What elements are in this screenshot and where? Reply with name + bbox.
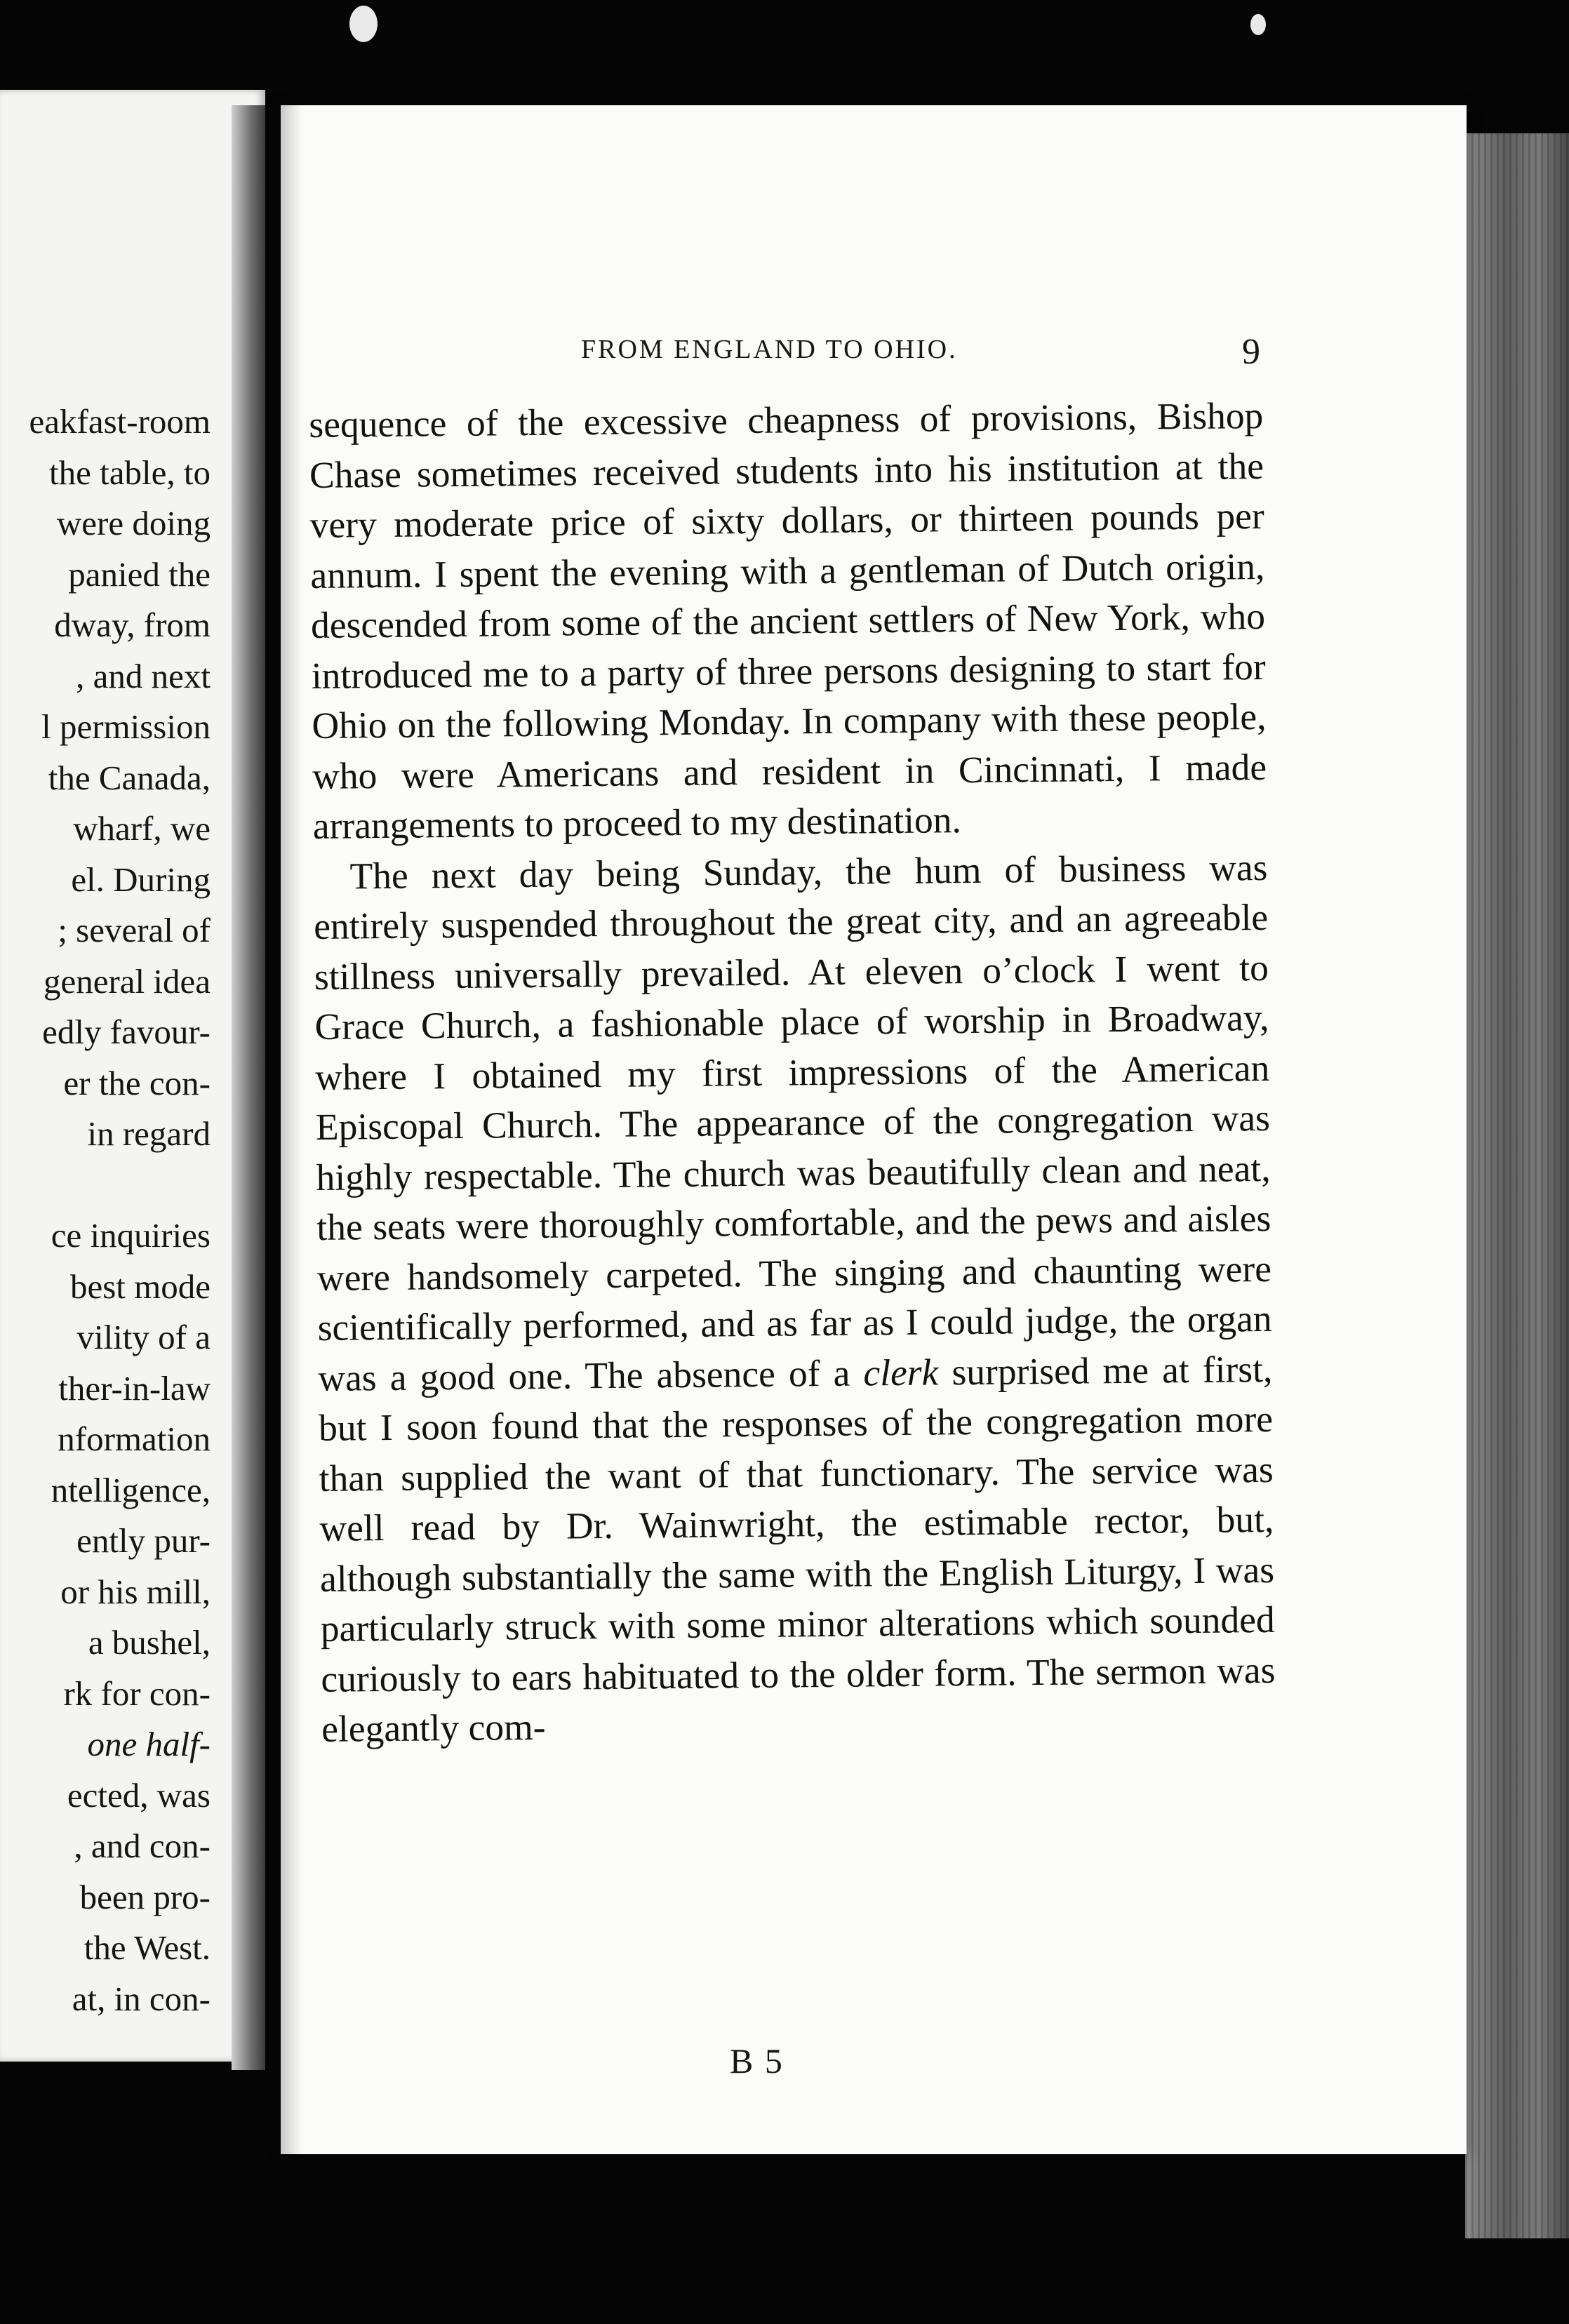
left-page-line: eakfast-room [29,402,211,441]
left-page-line: el. During [71,860,211,899]
left-page-line: the Canada, [48,758,211,797]
signature-mark: B 5 [730,2041,784,2081]
paragraph-text: surprised me at first, but I soon found that the responses of the congregation more than supplied the want of that functionary. The service was well read by Dr. Wainwright, the estimable rector, but, although substantially the same with the English Liturgy, I was particularly struck with some minor alterations which sounded curiously to ears habituated to the older form. The sermon was elegantly com- [318,1347,1276,1750]
book-edge [1465,133,1569,2238]
left-page-line: nformation [58,1420,211,1458]
left-page-line: wharf, we [73,809,211,848]
left-page-line: a bushel, [88,1623,211,1662]
left-page-line: in regard [87,1114,211,1153]
left-page-gutter-shadow [232,105,265,2070]
left-page-line: panied the [68,554,211,594]
left-page-line: vility of a [76,1318,211,1356]
left-page-line: at, in con- [72,1979,211,2018]
left-page-line: general idea [43,961,211,1001]
left-page-line: ected, was [67,1775,211,1815]
dust-speck [1250,14,1266,35]
left-page-line: ; several of [58,911,211,949]
left-page-line: , and con- [74,1827,211,1865]
left-page-line: ther-in-law [58,1368,211,1408]
italic-word: clerk [863,1350,939,1394]
left-page-line: rk for con- [63,1674,211,1713]
left-page-line: l permission [41,707,211,746]
left-page-line: or his mill, [60,1572,211,1611]
left-page-line: the table, to [49,453,211,492]
left-page-line: the West. [84,1928,211,1967]
left-page-line: edly favour- [42,1013,211,1051]
dust-speck [349,6,378,42]
paragraph: sequence of the excessive cheapness of provisions, Bishop Chase sometimes received students into his institution at the very moderate price of sixty dollars, or thirteen pounds per annum. I spent the evening with a gentleman of Dutch origin, descended from some of the ancient settlers of New York, who introduced me to a party of three persons designing to start for Ohio on the following Monday. In company with these people, who were Americans and resident in Cincinnati, I made arrangements to proceed to my destination. [309,394,1267,847]
left-page-line: were doing [56,504,211,542]
left-page-line: best mode [69,1267,211,1306]
left-page-line: , and next [76,656,211,695]
paragraph-text: The next day being Sunday, the hum of business was entirely suspended throughout the great city, and an agreeable stillness universally prevailed. At eleven o’clock I went to Grace Church, a fashionable place of worship in Broadway, where I obtained my first impressions of the American Episcopal Church. The appearance of the congregation was highly respectable. The church was beautifully clean and neat, the seats were thoroughly comfortable, and the pews and aisles were handsomely carpeted. The singing and chaunting were scientifically performed, and as far as I could judge, the organ was a good one. The absence of a [313,846,1272,1399]
left-page-line: ce inquiries [51,1216,211,1255]
left-page-line: er the con- [63,1063,211,1102]
body-text [309,391,1276,1754]
paragraph [313,842,1276,1754]
left-page-line: been pro- [79,1877,211,1916]
left-page-line: one half- [87,1725,211,1763]
page-number: 9 [1242,332,1260,372]
left-page-line: dway, from [54,606,211,644]
left-page-line: ntelligence, [51,1470,211,1509]
running-head: FROM ENGLAND TO OHIO. [581,335,958,364]
left-page-line: ently pur- [76,1521,211,1560]
